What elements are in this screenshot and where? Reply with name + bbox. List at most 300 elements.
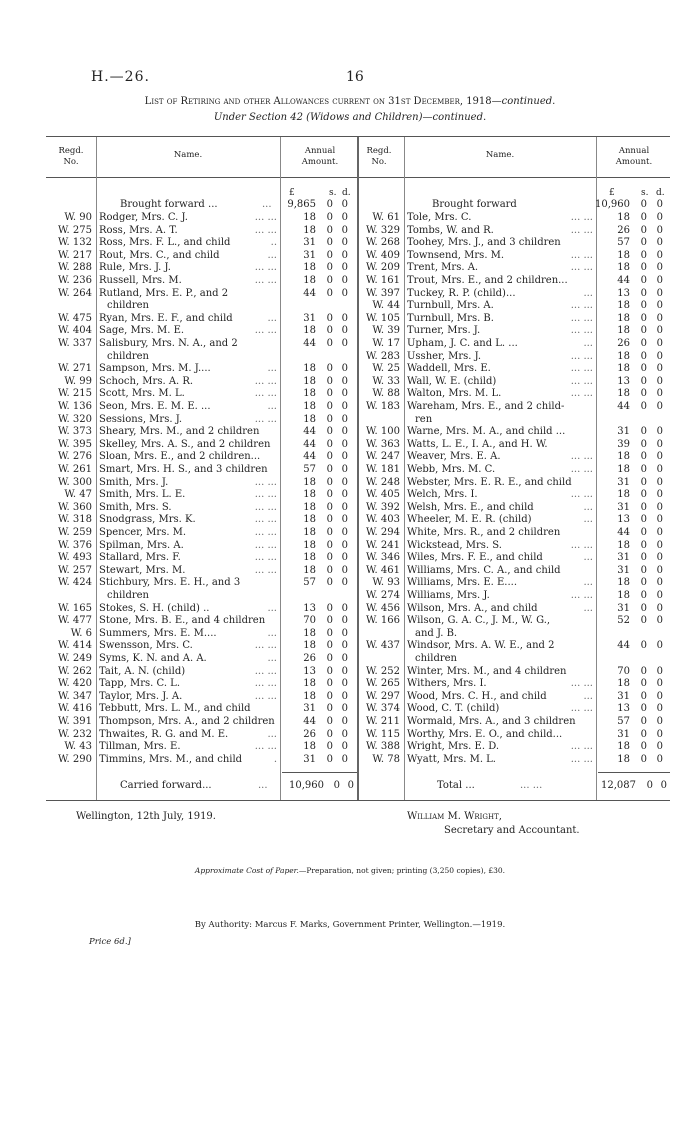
right-row-regd: W. 33 <box>372 375 400 387</box>
right-row-amount-pence: 0 <box>656 375 663 387</box>
left-row-regd: W. 395 <box>58 438 92 450</box>
left-row-amount-pounds: 18 <box>303 690 316 702</box>
right-total-dots: ... ... <box>520 780 543 791</box>
right-row-regd: W. 294 <box>366 527 400 538</box>
right-row-dots: ... ... <box>570 300 593 312</box>
left-row-dots: ... ... <box>254 375 277 387</box>
left-row-amount-shillings: 0 <box>326 249 333 261</box>
left-row-dots: . <box>273 753 277 765</box>
right-row-amount-pence: 0 <box>656 312 663 324</box>
right-row-dots: ... ... <box>570 262 593 274</box>
right-row-amount-pence: 0 <box>656 237 663 249</box>
left-row-amount-pence: 0 <box>341 728 348 740</box>
right-row-name <box>407 640 595 652</box>
name-text: Smart, Mrs. H. S., and 3 children <box>99 464 268 475</box>
right-row-regd: W. 241 <box>366 539 400 551</box>
right-row-amount-shillings: 0 <box>640 325 647 337</box>
left-row-amount-pence: 0 <box>341 615 348 627</box>
name-text: Walton, Mrs. M. L. <box>407 388 502 400</box>
name-text: Thwaites, R. G. and M. E. <box>99 728 229 740</box>
right-row-amount-pounds: 18 <box>617 249 630 261</box>
right-row-name <box>407 716 595 728</box>
right-row-amount-pence: 0 <box>656 426 663 438</box>
right-currency-pound: £ <box>609 188 615 198</box>
right-row-dots: ... <box>583 338 593 349</box>
left-row-amount-shillings: 0 <box>326 375 333 387</box>
left-row-regd: W. 347 <box>58 690 92 702</box>
right-row-amount-shillings: 0 <box>640 665 647 677</box>
right-row-amount-pounds: 44 <box>617 275 630 286</box>
left-amount-divider <box>280 137 281 800</box>
left-row-amount-pence: 0 <box>341 552 348 564</box>
left-row-amount-pence: 0 <box>341 703 348 715</box>
name-text: Rule, Mrs. J. J. <box>99 262 171 274</box>
right-row-amount-pence: 0 <box>656 464 663 475</box>
name-text: Toohey, Mrs. J., and 3 children <box>407 237 561 249</box>
left-row-regd: W. 360 <box>58 501 92 513</box>
name-text: Swensson, Mrs. C. <box>99 640 193 652</box>
left-row-dots: ... <box>267 363 277 375</box>
right-row-name <box>407 565 595 577</box>
right-row-amount-pence: 0 <box>656 728 663 740</box>
left-row-amount-pence: 0 <box>341 577 348 589</box>
left-row-amount-shillings: 0 <box>326 451 333 463</box>
left-row-amount-pounds: 18 <box>303 262 316 274</box>
left-row-dots: ... <box>267 602 277 614</box>
cost-label: Approximate Cost of Paper. <box>194 866 299 875</box>
left-row-dots: ... ... <box>254 665 277 677</box>
left-currency-pound: £ <box>289 188 295 198</box>
left-row-regd: W. 493 <box>58 552 92 564</box>
left-row-amount-shillings: 0 <box>326 325 333 337</box>
left-row-regd: W. 217 <box>58 249 92 261</box>
right-row-dots: ... ... <box>570 678 593 690</box>
left-row-name <box>99 716 279 728</box>
right-row-amount-shillings: 0 <box>640 716 647 727</box>
page-title <box>0 96 700 107</box>
left-row-amount-shillings: 0 <box>326 363 333 375</box>
left-row-name <box>99 439 279 451</box>
name-text: Wilson, G. A. C., J. M., W. G., <box>407 615 551 627</box>
name-text: children <box>107 300 149 312</box>
left-row-regd: W. 259 <box>58 527 92 538</box>
cost-text: —Preparation, not given; printing (3,250 copies), £30. <box>298 866 506 875</box>
left-row-amount-shillings: 0 <box>326 552 333 564</box>
name-text: Salisbury, Mrs. N. A., and 2 <box>99 338 238 349</box>
left-row-regd: W. 236 <box>58 275 92 286</box>
right-row-amount-pounds: 13 <box>617 287 630 299</box>
left-row-dots: ... ... <box>254 275 277 286</box>
left-row-amount-shillings: 0 <box>326 678 333 690</box>
right-row-regd: W. 61 <box>372 212 400 223</box>
left-row-dots: ... ... <box>254 212 277 223</box>
name-text: children <box>107 350 149 362</box>
right-row-name <box>407 666 595 678</box>
left-row-amount-shillings: 0 <box>326 627 333 639</box>
right-row-amount-shillings: 0 <box>640 401 647 412</box>
left-row-amount-shillings: 0 <box>326 401 333 412</box>
name-text: Taylor, Mrs. J. A. <box>99 690 183 702</box>
left-row-regd: W. 232 <box>58 728 92 740</box>
right-bf-amount-shillings: 0 <box>640 199 647 210</box>
right-row-amount-shillings: 0 <box>640 703 647 715</box>
right-row-name <box>415 653 595 665</box>
left-row-amount-pence: 0 <box>341 539 348 551</box>
left-row-amount-pounds: 44 <box>303 338 316 349</box>
right-row-amount-pence: 0 <box>656 325 663 337</box>
name-text: Sloan, Mrs. E., and 2 children... <box>99 451 261 463</box>
name-text: Skelley, Mrs. A. S., and 2 children <box>99 438 271 450</box>
right-row-dots: ... <box>583 577 593 589</box>
left-row-dots: ... ... <box>254 514 277 526</box>
left-row-regd: W. 475 <box>58 312 92 324</box>
name-text: Scott, Mrs. M. L. <box>99 388 185 400</box>
right-row-regd: W. 374 <box>366 703 400 715</box>
right-row-amount-pounds: 31 <box>617 728 630 740</box>
left-row-dots: ... ... <box>254 224 277 236</box>
left-row-amount-shillings: 0 <box>326 287 333 299</box>
right-row-regd: W. 329 <box>366 224 400 236</box>
left-row-amount-pence: 0 <box>341 338 348 349</box>
name-text: Wright, Mrs. E. D. <box>407 741 500 753</box>
left-row-amount-shillings: 0 <box>326 312 333 324</box>
left-row-amount-pence: 0 <box>341 363 348 375</box>
left-row-dots: ... ... <box>254 489 277 501</box>
left-row-amount-pence: 0 <box>341 476 348 488</box>
right-row-amount-pence: 0 <box>656 262 663 274</box>
right-row-amount-shillings: 0 <box>640 438 647 450</box>
title-continued: —continued. <box>491 96 556 107</box>
right-row-amount-pence: 0 <box>656 287 663 299</box>
left-row-dots: ... ... <box>254 325 277 337</box>
left-row-amount-pence: 0 <box>341 438 348 450</box>
right-row-name <box>407 237 595 249</box>
right-row-name <box>407 275 595 287</box>
right-row-amount-shillings: 0 <box>640 577 647 589</box>
left-row-amount-pence: 0 <box>341 678 348 690</box>
right-header-amount-line2: Amount. <box>615 157 653 167</box>
left-row-amount-shillings: 0 <box>326 753 333 765</box>
left-row-regd: W. 391 <box>58 716 92 727</box>
name-text: Warne, Mrs. M. A., and child ... <box>407 426 566 438</box>
left-row-dots: ... ... <box>254 262 277 274</box>
right-row-amount-pounds: 44 <box>617 640 630 652</box>
right-row-amount-pence: 0 <box>656 552 663 564</box>
right-row-dots: ... <box>583 287 593 299</box>
right-row-amount-pounds: 39 <box>617 438 630 450</box>
left-cf-rule <box>282 772 358 773</box>
left-header-regd-line2: No. <box>63 157 79 167</box>
right-row-name <box>415 628 595 640</box>
right-row-amount-shillings: 0 <box>640 476 647 488</box>
left-row-name <box>107 351 279 363</box>
right-row-amount-pounds: 18 <box>617 678 630 690</box>
right-row-dots: ... ... <box>570 363 593 375</box>
left-row-regd: W. 404 <box>58 325 92 337</box>
right-row-amount-pounds: 13 <box>617 375 630 387</box>
right-row-regd: W. 39 <box>372 325 400 337</box>
left-row-amount-pence: 0 <box>341 312 348 324</box>
left-row-name <box>99 577 279 589</box>
right-row-amount-pence: 0 <box>656 388 663 400</box>
right-row-amount-pounds: 18 <box>617 300 630 312</box>
name-text: Ross, Mrs. A. T. <box>99 224 178 236</box>
right-row-regd: W. 181 <box>366 464 400 475</box>
name-text: Seon, Mrs. E. M. E. ... <box>99 401 211 412</box>
right-row-amount-shillings: 0 <box>640 312 647 324</box>
left-bf-amount-pounds: 9,865 <box>287 199 316 210</box>
left-row-name <box>99 426 279 438</box>
left-row-regd: W. 373 <box>58 426 92 438</box>
left-row-dots: ... <box>267 401 277 412</box>
name-text: Windsor, Mrs. A. W. E., and 2 <box>407 640 555 652</box>
right-row-regd: W. 346 <box>366 552 400 564</box>
right-row-amount-pounds: 18 <box>617 262 630 274</box>
left-row-amount-shillings: 0 <box>326 728 333 740</box>
left-row-regd: W. 318 <box>58 514 92 526</box>
left-row-dots: .. <box>270 237 277 249</box>
left-row-amount-pounds: 13 <box>303 665 316 677</box>
left-row-amount-pounds: 18 <box>303 363 316 375</box>
left-row-amount-pounds: 18 <box>303 212 316 223</box>
right-row-regd: W. 268 <box>366 237 400 249</box>
right-row-regd: W. 44 <box>372 300 400 312</box>
left-row-dots: ... ... <box>254 501 277 513</box>
left-currency-pence: d. <box>342 188 351 198</box>
right-row-amount-pence: 0 <box>656 350 663 362</box>
left-row-amount-pounds: 18 <box>303 501 316 513</box>
right-row-amount-pounds: 31 <box>617 476 630 488</box>
right-row-regd: W. 166 <box>366 615 400 627</box>
left-row-amount-shillings: 0 <box>326 438 333 450</box>
left-cf-amount-pounds: 10,960 <box>289 780 324 791</box>
right-row-amount-pence: 0 <box>656 363 663 375</box>
left-header-amount-line1: Annual <box>304 146 336 156</box>
name-text: Schoch, Mrs. A. R. <box>99 375 194 387</box>
left-row-regd: W. 264 <box>58 287 92 299</box>
right-row-amount-pence: 0 <box>656 489 663 501</box>
left-row-amount-shillings: 0 <box>326 489 333 501</box>
left-row-amount-pounds: 44 <box>303 426 316 438</box>
left-row-amount-shillings: 0 <box>326 653 333 664</box>
left-row-amount-shillings: 0 <box>326 224 333 236</box>
right-total-amount-shillings: 0 <box>646 780 653 791</box>
right-row-regd: W. 265 <box>366 678 400 690</box>
left-regd-divider <box>96 137 97 800</box>
left-carried-forward: Carried forward... <box>120 780 212 791</box>
right-row-amount-pence: 0 <box>656 741 663 753</box>
left-row-amount-pence: 0 <box>341 212 348 223</box>
left-row-amount-pounds: 70 <box>303 615 316 627</box>
right-row-amount-shillings: 0 <box>640 564 647 576</box>
left-row-amount-pounds: 18 <box>303 564 316 576</box>
right-row-dots: ... ... <box>570 312 593 324</box>
right-row-amount-pounds: 13 <box>617 703 630 715</box>
name-text: Ussher, Mrs. J. <box>407 350 482 362</box>
right-row-amount-pounds: 70 <box>617 665 630 677</box>
left-row-amount-pounds: 18 <box>303 678 316 690</box>
name-text: Welsh, Mrs. E., and child <box>407 501 534 513</box>
right-row-dots: ... ... <box>570 375 593 387</box>
name-text: Worthy, Mrs. E. O., and child... <box>407 728 563 740</box>
right-row-amount-pounds: 18 <box>617 212 630 223</box>
right-row-regd: W. 461 <box>366 564 400 576</box>
name-text: Sessions, Mrs. J. <box>99 413 183 425</box>
name-text: Weaver, Mrs. E. A. <box>407 451 501 463</box>
name-text: Winter, Mrs. M., and 4 children <box>407 665 567 677</box>
left-row-regd: W. 300 <box>58 476 92 488</box>
cost-note <box>0 866 700 875</box>
right-row-amount-pence: 0 <box>656 451 663 463</box>
left-row-regd: W. 420 <box>58 678 92 690</box>
left-row-amount-pence: 0 <box>341 489 348 501</box>
left-bf-amount-shillings: 0 <box>326 199 333 210</box>
right-row-name <box>407 729 595 741</box>
right-row-amount-pounds: 18 <box>617 577 630 589</box>
left-row-dots: ... ... <box>254 527 277 538</box>
right-row-amount-pounds: 26 <box>617 338 630 349</box>
left-row-amount-pence: 0 <box>341 451 348 463</box>
name-text: Webster, Mrs. E. R. E., and child <box>407 476 572 488</box>
left-row-amount-pence: 0 <box>341 501 348 513</box>
left-row-amount-pounds: 44 <box>303 287 316 299</box>
right-row-amount-pence: 0 <box>656 224 663 236</box>
left-row-regd: W. 6 <box>70 627 92 639</box>
right-row-regd: W. 78 <box>372 753 400 765</box>
left-row-amount-pence: 0 <box>341 401 348 412</box>
right-row-amount-pence: 0 <box>656 716 663 727</box>
left-row-amount-pence: 0 <box>341 564 348 576</box>
signatory-name: William M. Wright, <box>407 811 502 822</box>
name-text: Syms, K. N. and A. A. <box>99 653 207 664</box>
right-row-regd: W. 183 <box>366 401 400 412</box>
left-header-regd-line1: Regd. <box>58 146 84 156</box>
right-row-amount-pence: 0 <box>656 703 663 715</box>
right-row-amount-pounds: 52 <box>617 615 630 627</box>
left-row-amount-pounds: 31 <box>303 703 316 715</box>
page-subtitle: Under Section 42 (Widows and Children)—continued. <box>213 112 487 123</box>
left-row-amount-shillings: 0 <box>326 501 333 513</box>
name-text: Summers, Mrs. E. M.... <box>99 627 217 639</box>
right-row-amount-pounds: 31 <box>617 690 630 702</box>
right-bf-amount-pounds: 10,960 <box>595 199 630 210</box>
right-row-amount-pence: 0 <box>656 577 663 589</box>
right-row-regd: W. 93 <box>372 577 400 589</box>
left-row-amount-shillings: 0 <box>326 527 333 538</box>
right-row-amount-pounds: 13 <box>617 514 630 526</box>
right-row-amount-shillings: 0 <box>640 237 647 249</box>
name-text: Turnbull, Mrs. B. <box>407 312 494 324</box>
name-text: Tillman, Mrs. E. <box>99 741 181 753</box>
right-row-amount-pounds: 18 <box>617 363 630 375</box>
left-row-amount-shillings: 0 <box>326 640 333 652</box>
right-row-amount-pounds: 31 <box>617 426 630 438</box>
right-row-regd: W. 17 <box>372 338 400 349</box>
left-row-regd: W. 136 <box>58 401 92 412</box>
right-row-amount-shillings: 0 <box>640 224 647 236</box>
right-header-amount <box>598 146 670 168</box>
right-row-regd: W. 161 <box>366 275 400 286</box>
left-row-regd: W. 43 <box>64 741 92 753</box>
left-row-amount-pounds: 31 <box>303 312 316 324</box>
right-row-dots: ... ... <box>570 388 593 400</box>
document-code: H.—26. <box>91 69 150 85</box>
right-row-regd: W. 247 <box>366 451 400 463</box>
name-text: ren <box>415 413 433 425</box>
left-row-amount-pounds: 18 <box>303 640 316 652</box>
right-row-name <box>407 615 595 627</box>
right-row-amount-pounds: 44 <box>617 401 630 412</box>
left-row-amount-pounds: 57 <box>303 577 316 589</box>
left-row-amount-shillings: 0 <box>326 741 333 753</box>
right-row-dots: ... <box>583 514 593 526</box>
name-text: Wilson, Mrs. A., and child <box>407 602 538 614</box>
right-row-amount-shillings: 0 <box>640 590 647 601</box>
name-text: children <box>415 653 457 664</box>
left-row-amount-pence: 0 <box>341 237 348 249</box>
right-row-amount-pounds: 26 <box>617 224 630 236</box>
right-row-regd: W. 397 <box>366 287 400 299</box>
left-row-amount-shillings: 0 <box>326 577 333 589</box>
right-row-amount-shillings: 0 <box>640 375 647 387</box>
right-row-amount-shillings: 0 <box>640 678 647 690</box>
right-row-dots: ... ... <box>570 350 593 362</box>
right-row-amount-shillings: 0 <box>640 212 647 223</box>
name-text: Withers, Mrs. I. <box>407 678 487 690</box>
left-row-dots: ... ... <box>254 413 277 425</box>
name-text: Stallard, Mrs. F. <box>99 552 181 564</box>
right-row-amount-shillings: 0 <box>640 249 647 261</box>
left-row-amount-pounds: 31 <box>303 237 316 249</box>
name-text: Wood, C. T. (child) <box>407 703 500 715</box>
left-row-name <box>99 451 279 463</box>
left-row-regd: W. 262 <box>58 665 92 677</box>
left-row-regd: W. 257 <box>58 564 92 576</box>
left-row-amount-pounds: 18 <box>303 552 316 564</box>
left-row-regd: W. 99 <box>64 375 92 387</box>
left-row-regd: W. 165 <box>58 602 92 614</box>
right-row-amount-shillings: 0 <box>640 388 647 400</box>
right-row-regd: W. 297 <box>366 690 400 702</box>
right-row-amount-shillings: 0 <box>640 753 647 765</box>
left-row-amount-pence: 0 <box>341 375 348 387</box>
right-row-amount-pounds: 57 <box>617 716 630 727</box>
right-row-amount-shillings: 0 <box>640 350 647 362</box>
right-row-name <box>407 527 595 539</box>
left-row-amount-shillings: 0 <box>326 413 333 425</box>
right-row-amount-shillings: 0 <box>640 615 647 627</box>
name-text: Wormald, Mrs. A., and 3 children <box>407 716 576 727</box>
right-bf-amount-pence: 0 <box>656 199 663 210</box>
right-row-name <box>407 477 595 489</box>
right-row-amount-shillings: 0 <box>640 426 647 438</box>
left-row-regd: W. 288 <box>58 262 92 274</box>
left-row-amount-pence: 0 <box>341 602 348 614</box>
right-row-amount-shillings: 0 <box>640 489 647 501</box>
right-row-amount-pence: 0 <box>656 401 663 412</box>
right-row-amount-shillings: 0 <box>640 451 647 463</box>
name-text: Wood, Mrs. C. H., and child <box>407 690 547 702</box>
right-row-regd: W. 115 <box>366 728 400 740</box>
right-row-regd: W. 274 <box>366 590 400 601</box>
left-row-regd: W. 320 <box>58 413 92 425</box>
left-row-amount-shillings: 0 <box>326 602 333 614</box>
name-text: Thompson, Mrs. A., and 2 children <box>99 716 275 727</box>
right-row-amount-pounds: 18 <box>617 388 630 400</box>
left-row-regd: W. 424 <box>58 577 92 589</box>
left-row-name <box>107 590 279 602</box>
left-row-dots: ... ... <box>254 388 277 400</box>
